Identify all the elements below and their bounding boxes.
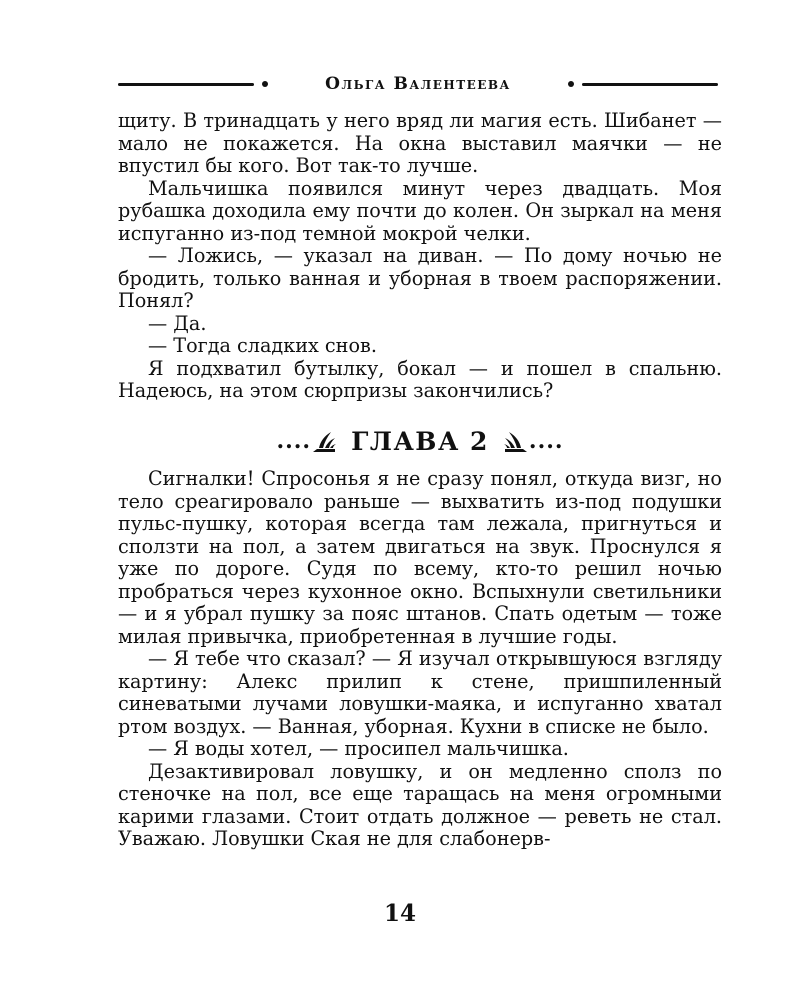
- paragraph: щиту. В тринадцать у него вряд ли магия есть. Шибанет — мало не покажется. На окна выставил маячки — не впустил бы кого. Вот так-то лучше.: [118, 109, 722, 177]
- paragraph: — Тогда сладких снов.: [148, 334, 377, 357]
- chapter-heading: [118, 423, 722, 459]
- header-rule-left: [118, 81, 268, 87]
- divider: [118, 83, 254, 86]
- bullet-dot-icon: [262, 81, 268, 87]
- flourish-right-icon: [503, 428, 529, 454]
- ornament-right: [503, 428, 564, 454]
- chapter-title: ГЛАВА 2: [351, 426, 489, 456]
- running-header: [118, 70, 718, 98]
- paragraph: — Я воды хотел, — просипел мальчишка.: [148, 737, 569, 760]
- text-block-2: [118, 468, 722, 851]
- page-number: 14: [383, 900, 416, 927]
- paragraph: — Да.: [148, 311, 207, 335]
- ornament-dots: ....: [276, 428, 312, 454]
- ornament-left: [276, 428, 337, 454]
- paragraph: Мальчишка появился минут через двадцать. Моя рубашка доходила ему почти до колен. Он зыркал на меня испуганно из-под темной мокрой челки.: [118, 176, 722, 245]
- header-rule-right: [568, 81, 718, 87]
- bullet-dot-icon: [568, 81, 574, 87]
- divider: [582, 83, 718, 86]
- paragraph: — Я тебе что сказал? — Я изучал открывшуюся взгляду картину: Алекс прилип к стене, пришпиленный синеватыми лучами ловушки-маяка, и испуганно хватал ртом воздух. — Ванная, уборная. Кухни в списке не было.: [118, 647, 722, 738]
- paragraph: Сигналки! Спросонья я не сразу понял, откуда визг, но тело среагировало раньше — выхватить из-под подушки пульс-пушку, которая всегда там лежала, пригнуться и сползти на пол, а затем двигаться на звук. Проснулся я уже по дороге. Судя по всему, кто-то решил ночью пробраться через кухонное окно. Вспыхнули светильники — и я убрал пушку за пояс штанов. Спать одетым — тоже милая привычка, приобретенная в лучшие годы.: [118, 467, 722, 648]
- paragraph: — Ложись, — указал на диван. — По дому ночью не бродить, только ванная и уборная в твоем распоряжении. Понял?: [118, 244, 722, 312]
- running-title: Ольга Валентеева: [325, 74, 511, 94]
- flourish-left-icon: [311, 428, 337, 454]
- text-block-1: [118, 110, 722, 403]
- paragraph: Дезактивировал ловушку, и он медленно сполз по стеночке на пол, все еще таращась на меня огромными карими глазами. Стоит отдать должное — реветь не стал. Уважаю. Ловушки Ская не для слабонерв-: [118, 759, 722, 850]
- ornament-dots: ....: [528, 428, 564, 454]
- paragraph: Я подхватил бутылку, бокал — и пошел в спальню. Надеюсь, на этом сюрпризы закончились?: [118, 356, 722, 402]
